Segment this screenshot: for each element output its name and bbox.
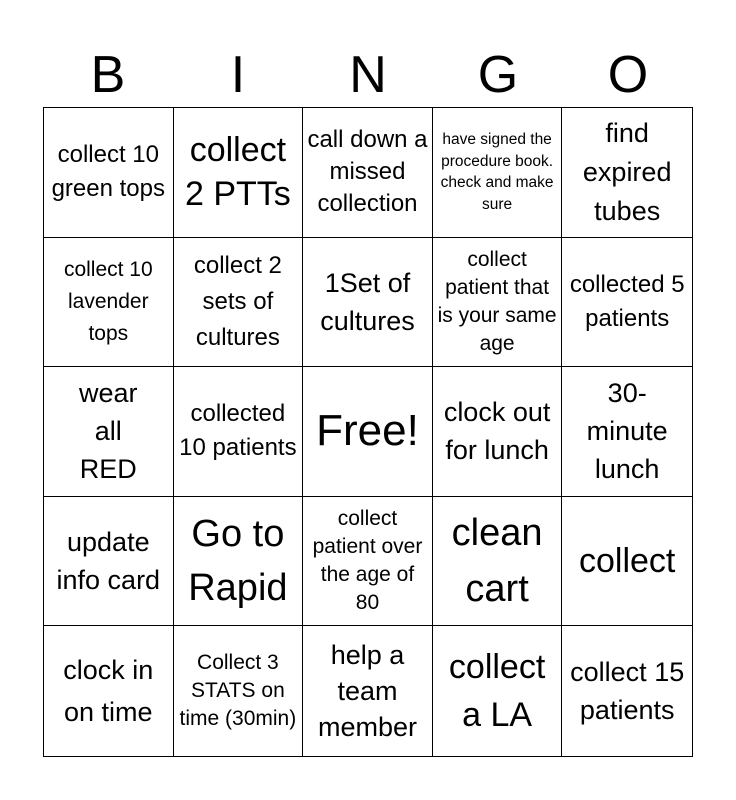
cell-text: collected 5 patients	[569, 270, 685, 332]
bingo-cell-r5c5[interactable]	[562, 626, 692, 756]
bingo-cell-r4c5[interactable]	[562, 497, 692, 627]
cell-text: collect a LA	[448, 648, 546, 735]
cell-text: clean cart	[451, 512, 543, 611]
bingo-cell-r2c1[interactable]	[44, 238, 174, 368]
cell-text: collect 2 sets of cultures	[193, 251, 282, 351]
title-letter-g: G	[477, 46, 519, 104]
bingo-cell-r5c2[interactable]	[174, 626, 304, 756]
bingo-cell-r3c1[interactable]	[44, 367, 174, 497]
bingo-cell-r3c4[interactable]	[433, 367, 563, 497]
cell-text: update info card	[56, 527, 161, 596]
title-letter-b: B	[90, 46, 126, 104]
title-letter-n: N	[349, 46, 387, 104]
bingo-cell-r4c2[interactable]	[174, 497, 304, 627]
bingo-cell-r2c4[interactable]	[433, 238, 563, 368]
cell-text: find expired tubes	[582, 117, 672, 226]
bingo-cell-r1c3[interactable]	[303, 108, 433, 238]
bingo-cell-r1c2[interactable]	[174, 108, 304, 238]
cell-text: 1Set of cultures	[320, 267, 415, 336]
cell-text: have signed the procedure book. check and make sure	[440, 131, 554, 213]
cell-text: 30-minute lunch	[586, 378, 668, 485]
cell-text: clock out for lunch	[443, 397, 551, 466]
cell-text: Go to Rapid	[188, 513, 288, 610]
cell-text: collect	[579, 542, 676, 581]
bingo-cell-r5c3[interactable]	[303, 626, 433, 756]
bingo-cell-r4c4[interactable]	[433, 497, 563, 627]
title-letter-o: O	[607, 46, 649, 104]
bingo-cell-r5c4[interactable]	[433, 626, 563, 756]
bingo-cell-r4c3[interactable]	[303, 497, 433, 627]
bingo-cell-r3c2[interactable]	[174, 367, 304, 497]
cell-text: collect 15 patients	[570, 657, 685, 726]
cell-text: collect 2 PTTs	[184, 131, 291, 214]
bingo-cell-r2c3[interactable]	[303, 238, 433, 368]
cell-text: help a team member	[317, 640, 417, 743]
free-space: Free!	[316, 406, 419, 456]
cell-text: collected 10 patients	[179, 400, 297, 462]
bingo-cell-r1c5[interactable]	[562, 108, 692, 238]
bingo-cell-r4c1[interactable]	[44, 497, 174, 627]
cell-text: clock in on time	[63, 655, 154, 728]
cell-text: collect 10 lavender tops	[63, 257, 153, 345]
cell-text: Collect 3 STATS on time (30min)	[179, 651, 297, 731]
bingo-cell-r5c1[interactable]	[44, 626, 174, 756]
cell-text: call down a missed collection	[307, 126, 428, 218]
bingo-board	[43, 107, 693, 757]
title-letter-i: I	[230, 46, 246, 104]
cell-text: collect patient over the age of 80	[312, 507, 423, 615]
bingo-title	[43, 42, 693, 108]
bingo-cell-r3c5[interactable]	[562, 367, 692, 497]
bingo-cell-r1c1[interactable]	[44, 108, 174, 238]
cell-text: wear all RED	[79, 378, 138, 485]
bingo-cell-r1c4[interactable]	[433, 108, 563, 238]
cell-text: collect patient that is your same age	[437, 247, 557, 355]
bingo-cell-r2c2[interactable]	[174, 238, 304, 368]
bingo-cell-r2c5[interactable]	[562, 238, 692, 368]
bingo-cell-r3c3[interactable]	[303, 367, 433, 497]
cell-text: collect 10 green tops	[51, 141, 165, 203]
